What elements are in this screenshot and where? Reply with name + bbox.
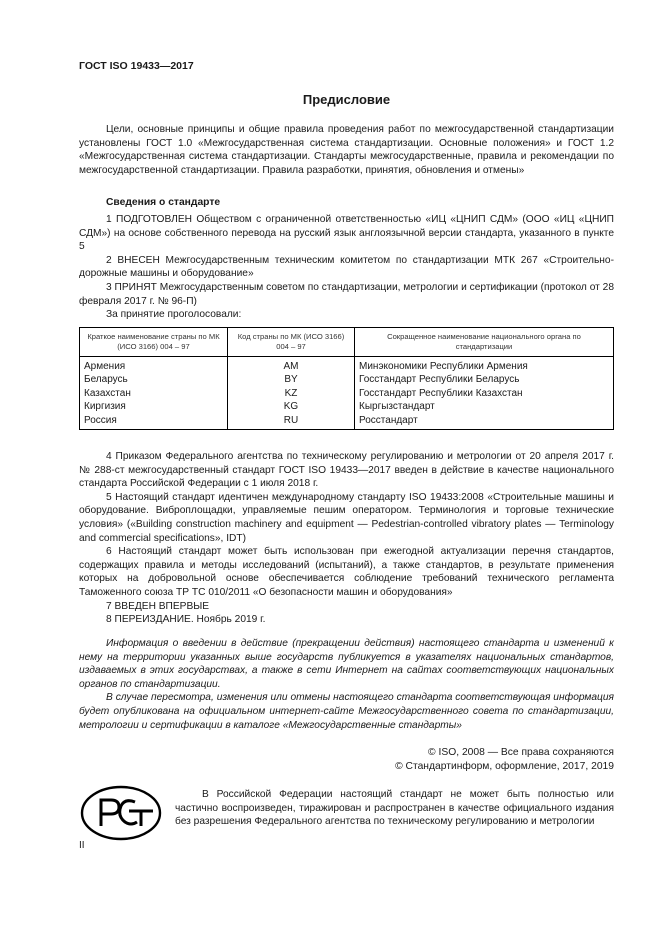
country-cell: Армения [80, 357, 228, 374]
voting-countries-table [79, 327, 614, 430]
table-row [80, 357, 614, 374]
section-subtitle: Сведения о стандарте [106, 197, 221, 208]
info-item-7: 7 ВВЕДЕН ВПЕРВЫЕ [106, 600, 210, 612]
table-row [80, 387, 614, 400]
copyright-block [395, 746, 614, 774]
copyright-standartinform: © Стандартинформ, оформление, 2017, 2019 [395, 761, 614, 772]
publication-info-block [79, 637, 614, 732]
reproduction-notice [175, 788, 614, 829]
vote-label: За принятие проголосовали: [106, 309, 242, 321]
intro-paragraph-block [79, 123, 614, 177]
code-cell: RU [228, 414, 355, 430]
body-cell: Кыргызстандарт [355, 400, 614, 413]
code-cell: KZ [228, 387, 355, 400]
info-item-6: 6 Настоящий стандарт может быть использован при ежегодной актуализации перечня стандартов, содержащих правила и методы исследований (испытаний), а также стандартов, в результате применения которых на добровольной основе обеспечивается соблюдение требований технического регламента Таможенного союза ТР ТС 010/2011 «О безопасности машин и оборудования» [79, 546, 614, 598]
page-number: II [79, 840, 85, 851]
body-cell: Госстандарт Республики Беларусь [355, 373, 614, 386]
rst-logo-icon [79, 784, 167, 842]
table-header-body: Сокращенное наименование национального органа по стандартизации [355, 328, 614, 357]
table-header-row [80, 328, 614, 357]
intro-paragraph: Цели, основные принципы и общие правила проведения работ по межгосударственной стандартизации установлены ГОСТ 1.0 «Межгосударственная система стандартизации. Основные положения» и ГОСТ 1.2 «Межгосударственная система стандартизации. Стандарты межгосударственные, правила и рекомендации по межгосударственной стандартизации. Правила разработки, принятия, обновления и отмены» [79, 124, 614, 176]
table-header-code: Код страны по МК (ИСО 3166) 004 – 97 [228, 328, 355, 357]
revision-info-paragraph: В случае пересмотра, изменения или отмены настоящего стандарта соответствующая информация будет опубликована на официальном интернет-сайте Межгосударственного совета по стандартизации, метрологии и сертификации в каталоге «Межгосударственные стандарты» [79, 692, 614, 731]
info-item-5: 5 Настоящий стандарт идентичен международному стандарту ISO 19433:2008 «Строительные машины и оборудование. Виброплощадки, управляемые пешим оператором. Терминология и торговые технические условия» («Building construction machinery and equipment — Pedestrian-controlled vibratory plates — Terminology and commercial specifications», IDT) [79, 491, 614, 544]
country-cell: Беларусь [80, 373, 228, 386]
code-cell: AM [228, 357, 355, 374]
table-row [80, 414, 614, 430]
info-item-3: 3 ПРИНЯТ Межгосударственным советом по стандартизации, метрологии и сертификации (протокол от 28 февраля 2017 г. № 96-П) [79, 281, 614, 307]
page-title: Предисловие [302, 92, 391, 107]
country-cell: Киргизия [80, 400, 228, 413]
country-cell: Казахстан [80, 387, 228, 400]
info-item-1: 1 ПОДГОТОВЛЕН Обществом с ограниченной ответственностью «ИЦ «ЦНИП СДМ» (ООО «ИЦ «ЦНИП СДМ») на основе собственного перевода на русский язык англоязычной версии стандарта, указанного в пункте 5 [79, 214, 614, 253]
table-row [80, 373, 614, 386]
reproduction-notice-text: В Российской Федерации настоящий стандарт не может быть полностью или частично воспроизведен, тиражирован и распространен в качестве официального издания без разрешения Федерального агентства по техническому регулированию и метрологии [175, 789, 614, 828]
info-item-4: 4 Приказом Федерального агентства по техническому регулированию и метрологии от 20 апреля 2017 г. № 288-ст межгосударственный стандарт ГОСТ ISO 19433—2017 введен в действие в качестве национального стандарта Российской Федерации с 1 июля 2018 г. [79, 451, 614, 490]
table-header-country: Краткое наименование страны по МК (ИСО 3166) 004 – 97 [80, 328, 228, 357]
body-cell: Росстандарт [355, 414, 614, 430]
country-cell: Россия [80, 414, 228, 430]
info-item-2: 2 ВНЕСЕН Межгосударственным техническим комитетом по стандартизации МТК 267 «Строительно-дорожные машины и оборудование» [79, 254, 614, 280]
table-row [80, 400, 614, 413]
code-cell: KG [228, 400, 355, 413]
copyright-iso: © ISO, 2008 — Все права сохраняются [428, 747, 614, 758]
info-item-8: 8 ПЕРЕИЗДАНИЕ. Ноябрь 2019 г. [106, 614, 266, 626]
body-cell: Минэкономики Республики Армения [355, 357, 614, 374]
publication-info-paragraph: Информация о введении в действие (прекращении действия) настоящего стандарта и изменений к нему на территории указанных выше государств публикуется в указателях национальных стандартов, издаваемых в этих государствах, а также в сети Интернет на сайтах соответствующих национальных органов по стандартизации. [79, 638, 614, 690]
document-id-header: ГОСТ ISO 19433—2017 [79, 60, 194, 72]
standard-info-block-a [79, 213, 614, 322]
body-cell: Госстандарт Республики Казахстан [355, 387, 614, 400]
code-cell: BY [228, 373, 355, 386]
standard-info-block-b [79, 450, 614, 627]
